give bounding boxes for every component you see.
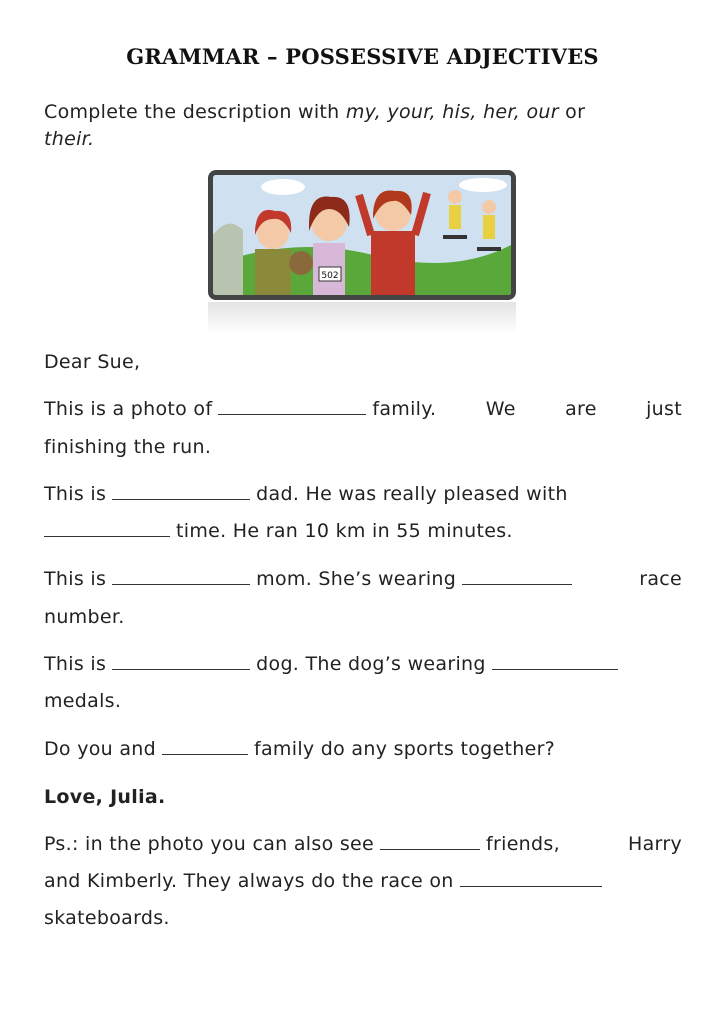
text-segment: and Kimberly. They always do the race on (44, 870, 454, 892)
answer-blank-4[interactable] (112, 583, 250, 585)
letter-line-5 (44, 568, 682, 590)
answer-blank-8[interactable] (162, 753, 248, 755)
text-segment: mom. She’s wearing (256, 568, 457, 590)
text-segment: Do you and (44, 738, 156, 760)
answer-blank-5[interactable] (462, 583, 572, 585)
text-segment: just (646, 398, 682, 420)
instruction-line-1 (44, 101, 682, 123)
answer-blank-7[interactable] (492, 668, 618, 670)
letter-line-2: finishing the run. (44, 436, 212, 458)
text-segment: race (639, 568, 682, 590)
text-segment: time. He ran 10 km in 55 minutes. (176, 520, 513, 542)
signoff: Love, Julia. (44, 786, 166, 808)
text-segment: family. (372, 398, 437, 420)
instruction-or: or (565, 101, 586, 123)
text-segment: This is a photo of (44, 398, 213, 420)
page-title: GRAMMAR – POSSESSIVE ADJECTIVES (126, 44, 599, 69)
ps-line-2 (44, 870, 682, 892)
answer-blank-2[interactable] (112, 498, 250, 500)
letter-line-3 (44, 483, 682, 505)
letter-line-6: number. (44, 606, 125, 628)
greeting: Dear Sue, (44, 351, 141, 373)
answer-blank-1[interactable] (218, 413, 366, 415)
text-segment: This is (44, 653, 107, 675)
instruction-text: Complete the description with (44, 101, 346, 123)
ps-line-3: skateboards. (44, 907, 170, 929)
text-segment: family do any sports together? (254, 738, 556, 760)
letter-line-8: medals. (44, 690, 122, 712)
illustration-svg (213, 175, 511, 295)
text-segment: are (565, 398, 597, 420)
letter-line-7 (44, 653, 682, 675)
text-segment: Ps.: in the photo you can also see (44, 833, 375, 855)
answer-blank-10[interactable] (460, 885, 602, 887)
ps-line-1 (44, 833, 682, 855)
letter-line-1 (44, 398, 682, 420)
text-segment: friends, (486, 833, 560, 855)
instruction-line-2 (44, 128, 682, 150)
text-segment: Harry (628, 833, 682, 855)
answer-blank-3[interactable] (44, 535, 170, 537)
race-number-text: 502 (321, 271, 339, 281)
text-segment: This is (44, 483, 107, 505)
instruction-options: my, your, his, her, our (345, 101, 559, 123)
letter-line-4 (44, 520, 682, 542)
text-segment: dad. He was really pleased with (256, 483, 568, 505)
text-segment: dog. The dog’s wearing (256, 653, 486, 675)
letter-line-9 (44, 738, 682, 760)
illustration-reflection (208, 302, 516, 334)
instruction-last-option: their. (44, 128, 95, 150)
text-segment: We (485, 398, 516, 420)
answer-blank-9[interactable] (380, 848, 480, 850)
answer-blank-6[interactable] (112, 668, 250, 670)
family-illustration (208, 170, 516, 300)
text-segment: This is (44, 568, 107, 590)
